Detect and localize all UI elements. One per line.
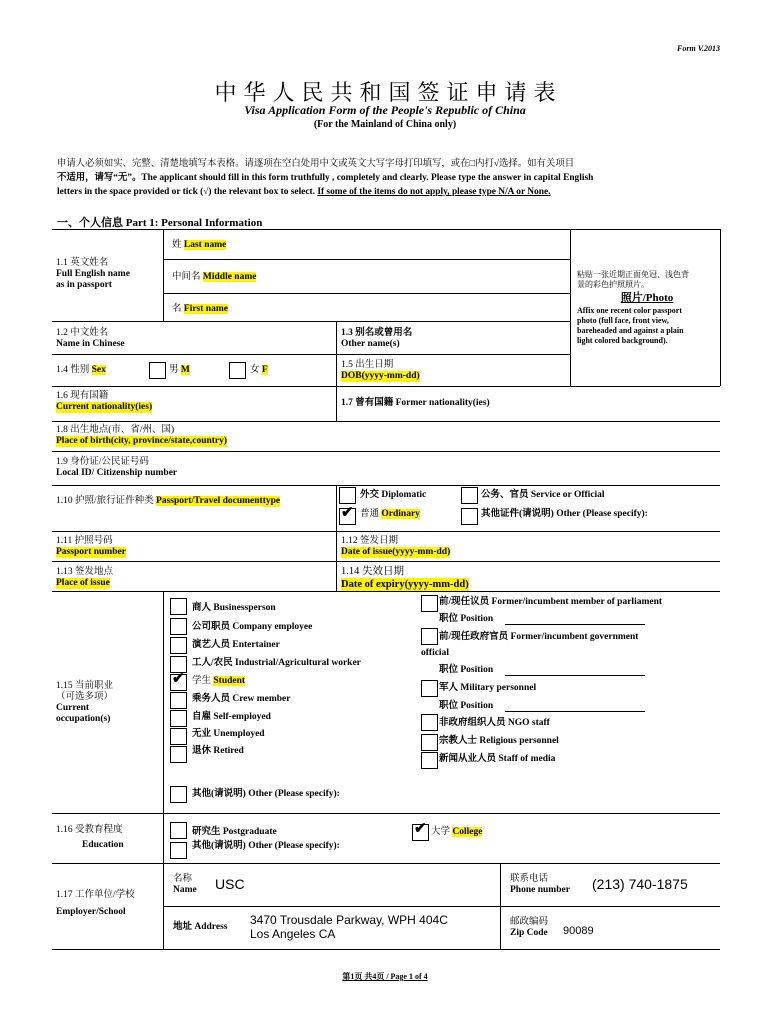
occ-government-label-2: official bbox=[421, 648, 449, 658]
doc-ordinary-checkbox[interactable] bbox=[339, 505, 356, 525]
photo-title: 照片/Photo bbox=[620, 292, 674, 304]
page-footer: 第1页 共4页 / Page 1 of 4 bbox=[342, 972, 428, 981]
photo-instr-en-1: Affix one recent color passport bbox=[577, 306, 683, 315]
occ-military-checkbox[interactable] bbox=[421, 680, 438, 697]
passport-number-label: 1.11 护照号码 Passport number bbox=[56, 536, 126, 557]
occ-military-label: 军人 Military personnel bbox=[439, 683, 537, 693]
instructions-line-3: letters in the space provided or tick (√) the relevant box to select. If some of the items do not apply, please type N/A or None. bbox=[57, 187, 551, 197]
occ-company-label: 公司职员 Company employee bbox=[192, 622, 313, 632]
edu-other-label: 其他(请说明) Other (Please specify): bbox=[192, 841, 340, 851]
check-icon: ✔ bbox=[414, 821, 427, 837]
doc-other-label: 其他证件(请说明) Other (Please specify): bbox=[481, 509, 648, 519]
form-number: Form V.2013 bbox=[677, 44, 720, 53]
occ-worker-label: 工人/农民 Industrial/Agricultural worker bbox=[192, 658, 361, 668]
middle-name-field[interactable]: 中间名 Middle name bbox=[172, 272, 257, 282]
address-value[interactable] bbox=[250, 913, 448, 941]
occ-media-checkbox[interactable] bbox=[421, 752, 438, 769]
photo-instr-en-4: light colored background). bbox=[577, 336, 668, 345]
former-nationality-label: 1.7 曾有国籍 Former nationality(ies) bbox=[341, 398, 490, 408]
sex-female-label: 女 F bbox=[250, 365, 268, 375]
occ-entertainer-label: 演艺人员 Entertainer bbox=[192, 640, 280, 650]
dob-label: 1.5 出生日期 DOB(yyyy-mm-dd) bbox=[341, 360, 420, 381]
section-title: 一、个人信息 Part 1: Personal Information bbox=[57, 217, 263, 229]
occ-retired-label: 退休 Retired bbox=[192, 746, 244, 756]
occ-crew-label: 乘务人员 Crew member bbox=[192, 694, 291, 704]
edu-postgraduate-checkbox[interactable] bbox=[170, 822, 187, 839]
doc-diplomatic-checkbox[interactable] bbox=[339, 487, 356, 504]
check-icon: ✔ bbox=[341, 505, 354, 521]
occ-religious-checkbox[interactable] bbox=[421, 734, 438, 751]
zip-value[interactable]: 90089 bbox=[563, 925, 594, 937]
employer-name-value[interactable]: USC bbox=[215, 876, 245, 892]
occ-unemployed-label: 无业 Unemployed bbox=[192, 729, 265, 739]
nationality-label: 1.6 现有国籍 Current nationality(ies) bbox=[56, 391, 153, 412]
edu-college-label: 大学 College bbox=[431, 827, 483, 837]
doc-ordinary-label: 普通 Ordinary bbox=[360, 509, 420, 519]
form-subtitle: (For the Mainland of China only) bbox=[313, 119, 457, 130]
id-number-label: 1.9 身份证/公民证号码 Local ID/ Citizenship number bbox=[56, 457, 178, 478]
address-line-2: Los Angeles CA bbox=[250, 927, 336, 941]
instructions-line-1: 申请人必须如实、完整、清楚地填写本表格。请逐项在空白处用中文或英文大写字母打印填写，或在□内打√选择。如有关项目 bbox=[57, 159, 575, 169]
gov-position-label: 职位 Position bbox=[439, 665, 494, 675]
occ-business-label: 商人 Businessperson bbox=[192, 603, 276, 613]
employer-label: 1.17 工作单位/学校 Employer/School bbox=[56, 890, 135, 917]
occ-other-checkbox[interactable] bbox=[170, 786, 187, 803]
last-name-field[interactable]: 姓 Last name bbox=[172, 240, 227, 250]
issue-place-label: 1.13 签发地点 Place of issue bbox=[56, 567, 114, 588]
doc-diplomatic-label: 外交 Diplomatic bbox=[360, 490, 427, 500]
edu-college-checkbox[interactable] bbox=[412, 821, 429, 841]
chinese-name-label: 1.2 中文姓名 Name in Chinese bbox=[56, 328, 125, 349]
occ-other-label: 其他(请说明) Other (Please specify): bbox=[192, 789, 340, 799]
birthplace-label: 1.8 出生地点(市、省/州、国) Place of birth(city, province/state,country) bbox=[56, 425, 228, 446]
zip-label: 邮政编码 Zip Code bbox=[510, 917, 549, 938]
check-icon: ✔ bbox=[172, 671, 185, 687]
instructions-line-2: 不适用，请写“无”。The applicant should fill in this form truthfully , completely and clearly. Please type the answer in capital English bbox=[57, 173, 594, 183]
occ-media-label: 新闻从业人员 Staff of media bbox=[439, 754, 556, 764]
form-title-en: Visa Application Form of the People's Republic of China bbox=[244, 103, 526, 117]
doc-service-checkbox[interactable] bbox=[461, 487, 478, 504]
first-name-field[interactable]: 名 First name bbox=[172, 304, 228, 314]
doc-service-label: 公务、官员 Service or Official bbox=[481, 490, 605, 500]
occ-ngo-label: 非政府组织人员 NGO staff bbox=[439, 718, 550, 728]
mil-position-label: 职位 Position bbox=[439, 701, 494, 711]
phone-value[interactable]: (213) 740-1875 bbox=[592, 876, 688, 892]
photo-instr-cn-1: 粘贴一张近期正面免冠、浅色背 bbox=[577, 270, 689, 279]
doc-other-checkbox[interactable] bbox=[461, 508, 478, 525]
sex-female-checkbox[interactable] bbox=[229, 362, 246, 379]
occ-government-label: 前/现任政府官员 Former/incumbent government bbox=[439, 632, 639, 642]
photo-instr-en-2: photo (full face, front view, bbox=[577, 316, 669, 325]
photo-instr-cn-2: 景的彩色护照照片。 bbox=[577, 280, 649, 289]
occ-selfemployed-label: 自雇 Self-employed bbox=[192, 712, 271, 722]
occ-student-checkbox[interactable] bbox=[170, 671, 187, 691]
sex-male-checkbox[interactable] bbox=[149, 362, 166, 379]
sex-label: 1.4 性别 Sex bbox=[56, 365, 106, 375]
occ-business-checkbox[interactable] bbox=[170, 598, 187, 615]
edu-other-checkbox[interactable] bbox=[170, 842, 187, 859]
other-names-label: 1.3 别名或曾用名 Other name(s) bbox=[341, 328, 413, 349]
parl-position-label: 职位 Position bbox=[439, 614, 494, 624]
occ-company-checkbox[interactable] bbox=[170, 618, 187, 635]
travel-doc-label: 1.10 护照/旅行证件种类 Passport/Travel documenttype bbox=[56, 496, 281, 506]
edu-postgraduate-label: 研究生 Postgraduate bbox=[192, 827, 277, 837]
issue-date-label: 1.12 签发日期 Date of issue(yyyy-mm-dd) bbox=[341, 536, 451, 557]
education-label: 1.16 受教育程度 Education bbox=[56, 825, 124, 850]
occ-selfemployed-checkbox[interactable] bbox=[170, 710, 187, 727]
phone-label: 联系电话 Phone number bbox=[510, 874, 570, 895]
sex-male-label: 男 M bbox=[169, 365, 190, 375]
occ-ngo-checkbox[interactable] bbox=[421, 714, 438, 731]
occupation-label: 1.15 当前职业 （可选多项） Current occupation(s) bbox=[56, 681, 114, 724]
employer-name-label: 名称 Name bbox=[173, 874, 197, 895]
occ-government-checkbox[interactable] bbox=[421, 628, 438, 645]
occ-unemployed-checkbox[interactable] bbox=[170, 728, 187, 745]
occ-religious-label: 宗教人士 Religious personnel bbox=[439, 736, 559, 746]
expiry-date-label: 1.14 失效日期 Date of expiry(yyyy-mm-dd) bbox=[341, 566, 469, 590]
occ-entertainer-checkbox[interactable] bbox=[170, 637, 187, 654]
photo-box[interactable] bbox=[577, 270, 717, 346]
occ-parliament-checkbox[interactable] bbox=[421, 595, 438, 612]
address-label: 地址 Address bbox=[173, 922, 228, 932]
photo-instr-en-3: bareheaded and against a plain bbox=[577, 326, 684, 335]
address-line-1: 3470 Trousdale Parkway, WPH 404C bbox=[250, 913, 448, 927]
form-title-cn: 中 华 人 民 共 和 国 签 证 申 请 表 bbox=[214, 81, 556, 106]
instructions bbox=[57, 157, 737, 199]
occ-student-label: 学生 Student bbox=[192, 676, 246, 686]
occ-retired-checkbox[interactable] bbox=[170, 746, 187, 763]
occ-crew-checkbox[interactable] bbox=[170, 692, 187, 709]
full-name-label: 1.1 英文姓名 Full English name as in passport bbox=[56, 258, 130, 290]
occ-parliament-label: 前/现任议员 Former/incumbent member of parliament bbox=[439, 597, 663, 607]
